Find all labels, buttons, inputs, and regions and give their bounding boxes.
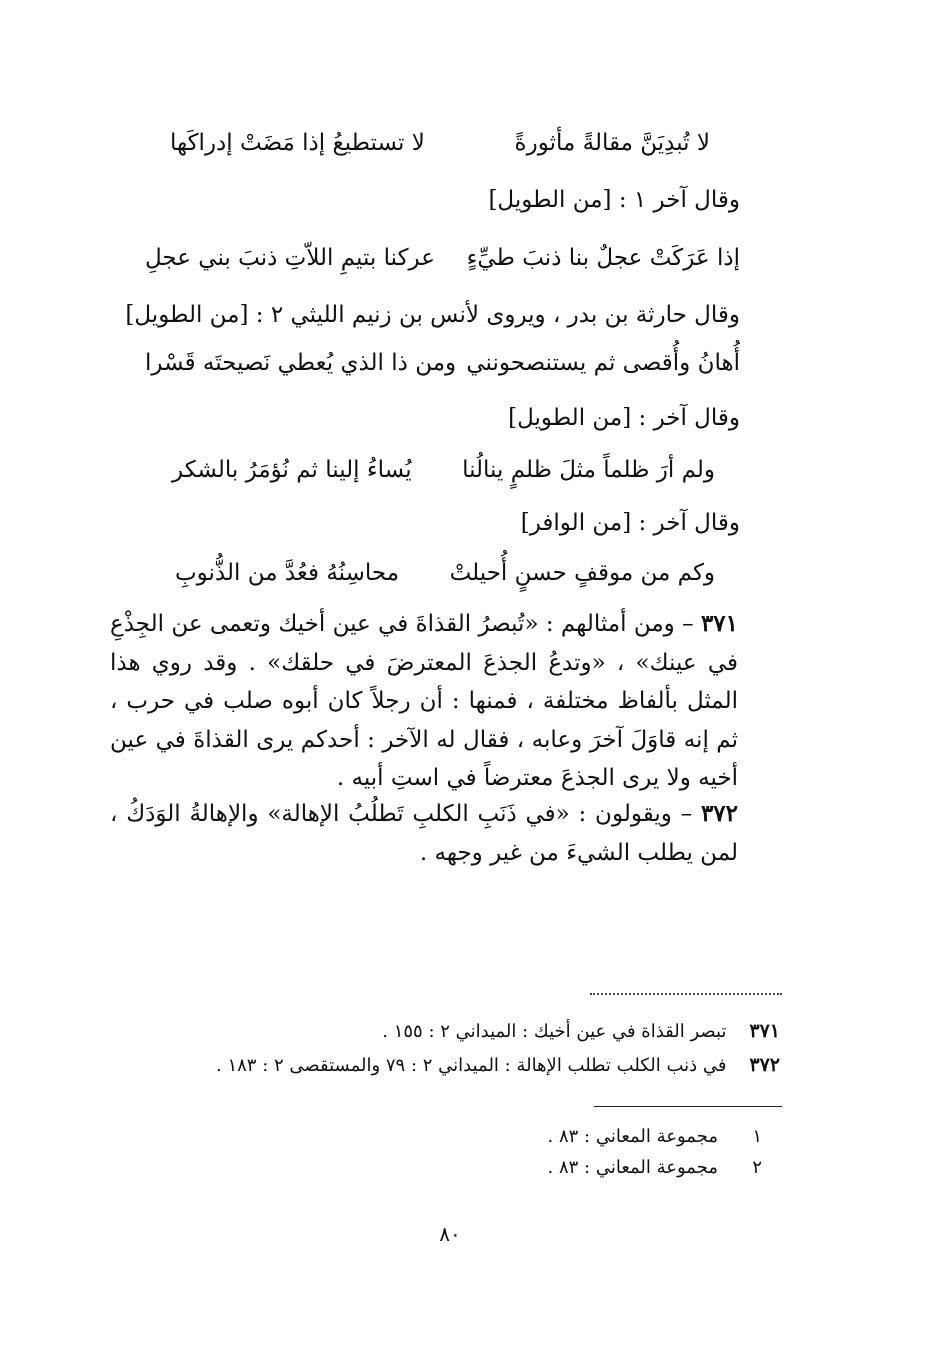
footnote-source-372 xyxy=(216,1052,780,1079)
verse-5-second-hemistich: محاسِنُهُ فعُدَّ من الذُّنوبِ xyxy=(175,560,400,586)
footnote-separator-dotted xyxy=(590,993,782,995)
paragraph-number: ٣٧٢ xyxy=(700,800,738,827)
footnote-number: ٣٧٢ xyxy=(749,1054,780,1076)
paragraph-text: – ومن أمثالهم : «تُبصرُ القذاةَ في عين أخيك وتعمى عن الجِذْعِ في عينك» ، «وتدعُ الجذعَ المعترضَ في حلقك» . وقد روي هذا المثل بألفاظ مختلفة ، فمنها : أن رجلاً كان أبوه صلب في حرب ، ثم إنه قاوَلَ آخرَ وعابه ، فقال له الآخر : أحدكم يرى القذاةَ في عين أخيه ولا يرى الجذعَ معترضاً في استِ أبيه . xyxy=(110,611,738,791)
verse-5-first-hemistich: وكم من موقفٍ حسنٍ أُحيلتْ xyxy=(449,560,715,586)
footnote-number: ٢ xyxy=(752,1157,762,1178)
verse-2-second-hemistich: عركنا بتيمِ اللاّتِ ذنبَ بني عجلِ xyxy=(145,245,435,271)
verse-2-first-hemistich: إذا عَرَكَتْ عجلٌ بنا ذنبَ طيِّءٍ xyxy=(466,245,740,271)
footnote-source-371 xyxy=(382,1018,780,1045)
footnote-number: ٣٧١ xyxy=(749,1020,780,1042)
footnote-note-2 xyxy=(548,1155,762,1181)
verse-3-second-hemistich: ومن ذا الذي يُعطي نَصيحتَه قَسْرا xyxy=(145,350,457,376)
footnote-note-1 xyxy=(548,1124,762,1150)
verse-3-first-hemistich: أُهانُ وأُقصى ثم يستنصحونني xyxy=(466,350,740,376)
poem-intro-4: وقال آخر : [من الوافر] xyxy=(520,510,740,536)
footnote-number: ١ xyxy=(752,1126,762,1147)
footnote-separator-solid xyxy=(594,1106,782,1107)
poem-intro-1: وقال آخر ١ : [من الطويل] xyxy=(488,187,740,213)
verse-1-second-hemistich: لا تستطيعُ إذا مَضَتْ إدراكَها xyxy=(170,130,425,156)
footnote-text: في ذنب الكلب تطلب الإهالة : الميداني ٢ : ٧٩ والمستقصى ٢ : ١٨٣ . xyxy=(216,1055,727,1076)
verse-4-first-hemistich: ولم أرَ ظلماً مثلَ ظلمٍ ينالُنا xyxy=(462,457,715,483)
footnote-text: تبصر القذاة في عين أخيك : الميداني ٢ : ١٥٥ . xyxy=(382,1021,727,1042)
footnote-text: مجموعة المعاني : ٨٣ . xyxy=(547,1157,718,1178)
footnote-text: مجموعة المعاني : ٨٣ . xyxy=(547,1126,718,1147)
paragraph-371 xyxy=(110,605,738,798)
paragraph-number: ٣٧١ xyxy=(700,610,738,637)
paragraph-text: – ويقولون : «في ذَنَبِ الكلبِ تَطلُبُ الإهالة» والإهالةُ الوَدَكُ ، لمن يطلب الشيءَ من غير وجهه . xyxy=(110,801,738,866)
poem-intro-2: وقال حارثة بن بدر ، ويروى لأنس بن زنيم الليثي ٢ : [من الطويل] xyxy=(125,302,740,328)
paragraph-372 xyxy=(110,795,738,872)
verse-1-first-hemistich: لا تُبدِيَنَّ مقالةً مأثورةً xyxy=(514,130,710,156)
verse-4-second-hemistich: يُساءُ إلينا ثم نُؤمَرُ بالشكر xyxy=(172,457,412,483)
poem-intro-3: وقال آخر : [من الطويل] xyxy=(508,405,740,431)
page-number: ٨٠ xyxy=(439,1222,461,1246)
